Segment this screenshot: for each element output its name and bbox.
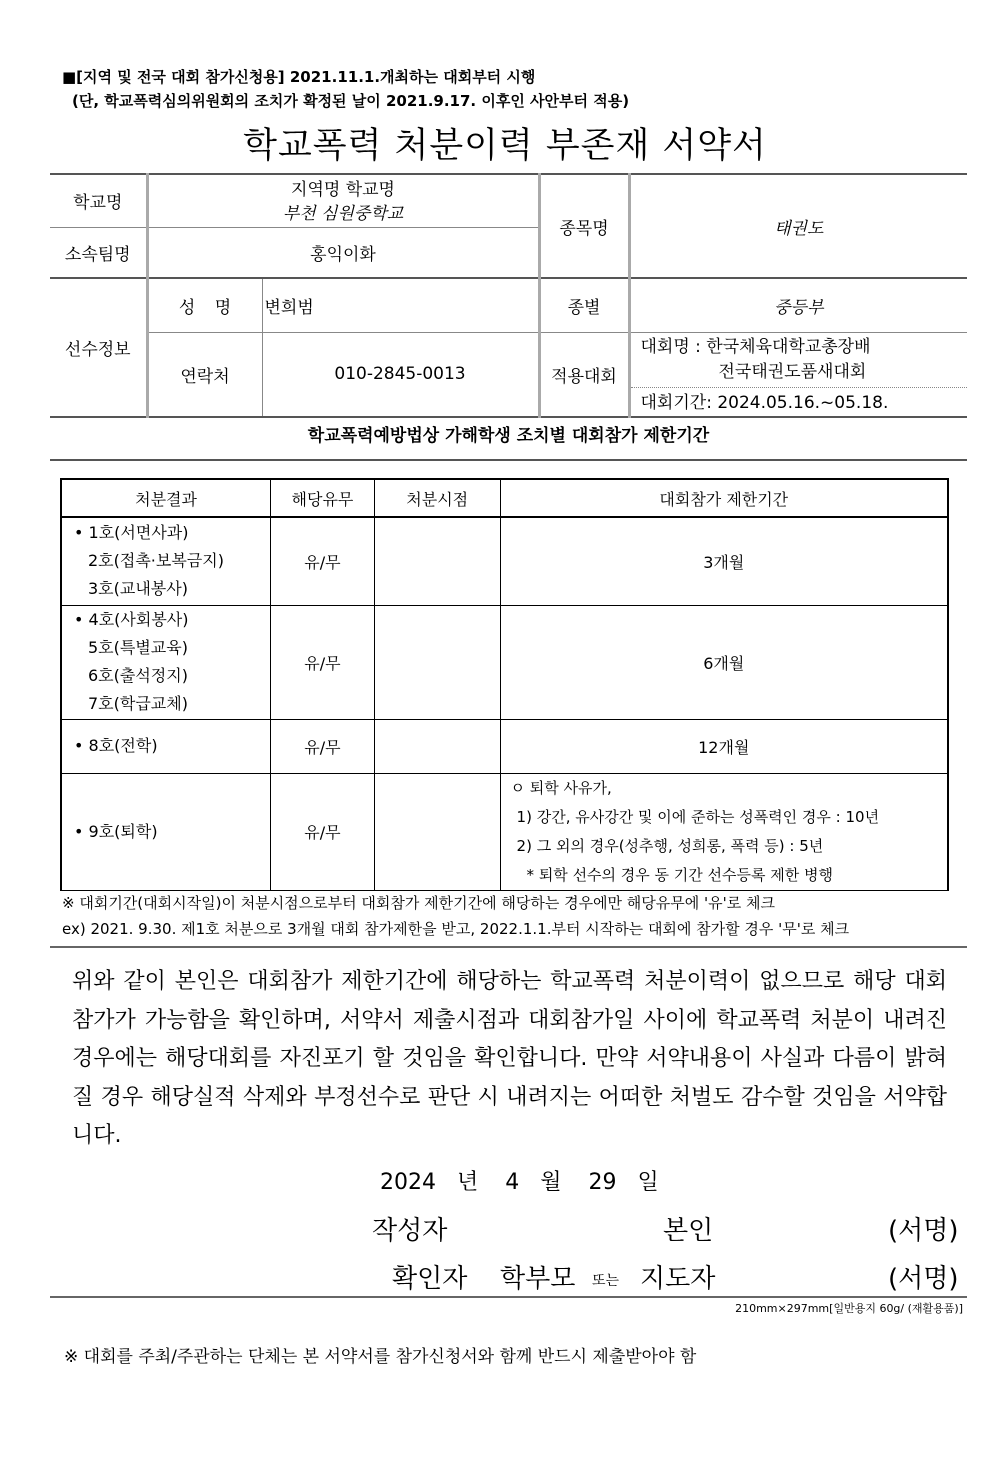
confirmer-parent: 학부모 xyxy=(500,1264,576,1294)
period-note: ※ 대회기간(대회시작일)이 처분시점으로부터 대회참가 제한기간에 해당하는 경우에만 해당유무에 '유'로 체크 xyxy=(62,894,775,912)
result-line: • 1호(서면사과) xyxy=(74,523,189,543)
restriction-table xyxy=(60,478,949,891)
date-month-unit: 월 xyxy=(540,1170,562,1195)
date-year-unit: 년 xyxy=(457,1170,479,1195)
event-label: 종목명 xyxy=(539,174,629,278)
time-cell xyxy=(374,517,500,605)
date-day-unit: 일 xyxy=(637,1170,659,1195)
confirmer-signature-mark: (서명) xyxy=(888,1264,959,1294)
table-row xyxy=(61,605,948,719)
period-cell: 3개월 xyxy=(500,517,948,605)
time-cell xyxy=(374,605,500,719)
contact-value: 010-2845-0013 xyxy=(262,332,539,417)
category-value: 중등부 xyxy=(629,278,967,332)
document-title: 학교폭력 처분이력 부존재 서약서 xyxy=(243,126,767,166)
period-cell: 6개월 xyxy=(500,605,948,719)
school-label: 학교명 xyxy=(50,174,147,227)
applicant-info-table xyxy=(50,173,967,418)
header-applies: 해당유무 xyxy=(271,479,375,517)
contact-label: 연락처 xyxy=(147,332,262,417)
result-line: 3호(교내봉사) xyxy=(88,579,188,599)
footer-note: ※ 대회를 주최/주관하는 단체는 본 서약서를 참가신청서와 함께 반드시 제출받아야 함 xyxy=(64,1347,697,1367)
notice-line-1: ■[지역 및 전국 대회 참가신청용] 2021.11.1.개최하는 대회부터 시행 xyxy=(62,68,536,86)
expulsion-note: * 퇴학 선수의 경우 동 기간 선수등록 제한 병행 xyxy=(526,865,834,884)
expulsion-note: ㅇ 퇴학 사유가, xyxy=(510,778,612,797)
school-sub-label: 지역명 학교명 xyxy=(291,179,395,200)
table-row xyxy=(61,773,948,890)
team-value: 홍익이화 xyxy=(147,227,539,278)
competition-period: 대회기간: 2024.05.16.~05.18. xyxy=(640,392,889,413)
result-line: • 9호(퇴학) xyxy=(61,773,271,890)
confirmer-or: 또는 xyxy=(592,1273,620,1289)
pledge-text: 위와 같이 본인은 대회참가 제한기간에 해당하는 학교폭력 처분이력이 없으므로 해당 대회 참가가 가능함을 확인하며, 서약서 제출시점과 대회참가일 사이에 학교폭력 처분이 내려진 경우에는 해당대회를 자진포기 할 것임을 확인합니다. 만약 서약내용이 사실과 다름이 밝혀질 경우 해당실적 삭제와 부정선수로 판단 시 내려지는 어떠한 처벌도 감수할 것임을 서약합니다. xyxy=(72,969,947,1149)
header-period: 대회참가 제한기간 xyxy=(500,479,948,517)
category-label: 종별 xyxy=(539,278,629,332)
writer-role: 본인 xyxy=(663,1216,714,1246)
applies-cell: 유/무 xyxy=(271,773,375,890)
table-row xyxy=(61,719,948,773)
date-day: 29 xyxy=(588,1170,617,1195)
header-time: 처분시점 xyxy=(374,479,500,517)
divider xyxy=(50,946,967,948)
result-line: • 8호(전학) xyxy=(61,719,271,773)
result-line: 7호(학급교체) xyxy=(88,694,188,713)
table-row xyxy=(61,517,948,605)
example-note: ex) 2021. 9.30. 제1호 처분으로 3개월 대회 참가제한을 받고, 2022.1.1.부터 시작하는 대회에 참가할 경우 '무'로 체크 xyxy=(62,920,850,938)
competition-name-line-2: 전국태권도품새대회 xyxy=(631,360,968,388)
confirmer-label: 확인자 xyxy=(392,1264,468,1294)
result-line: 2호(접촉·보복금지) xyxy=(88,551,224,571)
date-month: 4 xyxy=(505,1170,520,1195)
date-year: 2024 xyxy=(380,1170,436,1195)
expulsion-note: 2) 그 외의 경우(성추행, 성희롱, 폭력 등) : 5년 xyxy=(516,836,824,855)
event-value: 태권도 xyxy=(629,174,967,278)
result-line: 5호(특별교육) xyxy=(88,638,188,657)
restriction-subheading: 학교폭력예방법상 가해학생 조치별 대회참가 제한기간 xyxy=(50,413,967,461)
notice-line-2: (단, 학교폭력심의위원회의 조치가 확정된 날이 2021.9.17. 이후인 사안부터 적용) xyxy=(72,92,630,110)
period-cell: 12개월 xyxy=(500,719,948,773)
name-label: 성 명 xyxy=(147,278,262,332)
divider xyxy=(50,1296,967,1298)
header-result: 처분결과 xyxy=(61,479,271,517)
competition-label: 적용대회 xyxy=(539,332,629,417)
time-cell xyxy=(374,719,500,773)
athlete-info-label: 선수정보 xyxy=(50,278,147,417)
time-cell xyxy=(374,773,500,890)
applies-cell: 유/무 xyxy=(271,719,375,773)
paper-spec: 210mm×297mm[일반용지 60g/ (재활용품)] xyxy=(735,1302,963,1315)
team-label: 소속팀명 xyxy=(50,227,147,278)
confirmer-coach: 지도자 xyxy=(640,1264,716,1294)
sign-date xyxy=(380,1165,659,1196)
applies-cell: 유/무 xyxy=(271,605,375,719)
expulsion-note: 1) 강간, 유사강간 및 이에 준하는 성폭력인 경우 : 10년 xyxy=(516,807,880,826)
applies-cell: 유/무 xyxy=(271,517,375,605)
competition-name-line-1: 대회명 : 한국체육대학교총장배 xyxy=(640,336,871,357)
result-line: 6호(출석정지) xyxy=(88,666,188,685)
name-value: 변희범 xyxy=(262,278,539,332)
writer-signature-mark: (서명) xyxy=(888,1216,959,1246)
result-line: • 4호(사회봉사) xyxy=(74,610,189,629)
school-value: 부천 심원중학교 xyxy=(282,203,404,224)
writer-label: 작성자 xyxy=(372,1216,448,1246)
